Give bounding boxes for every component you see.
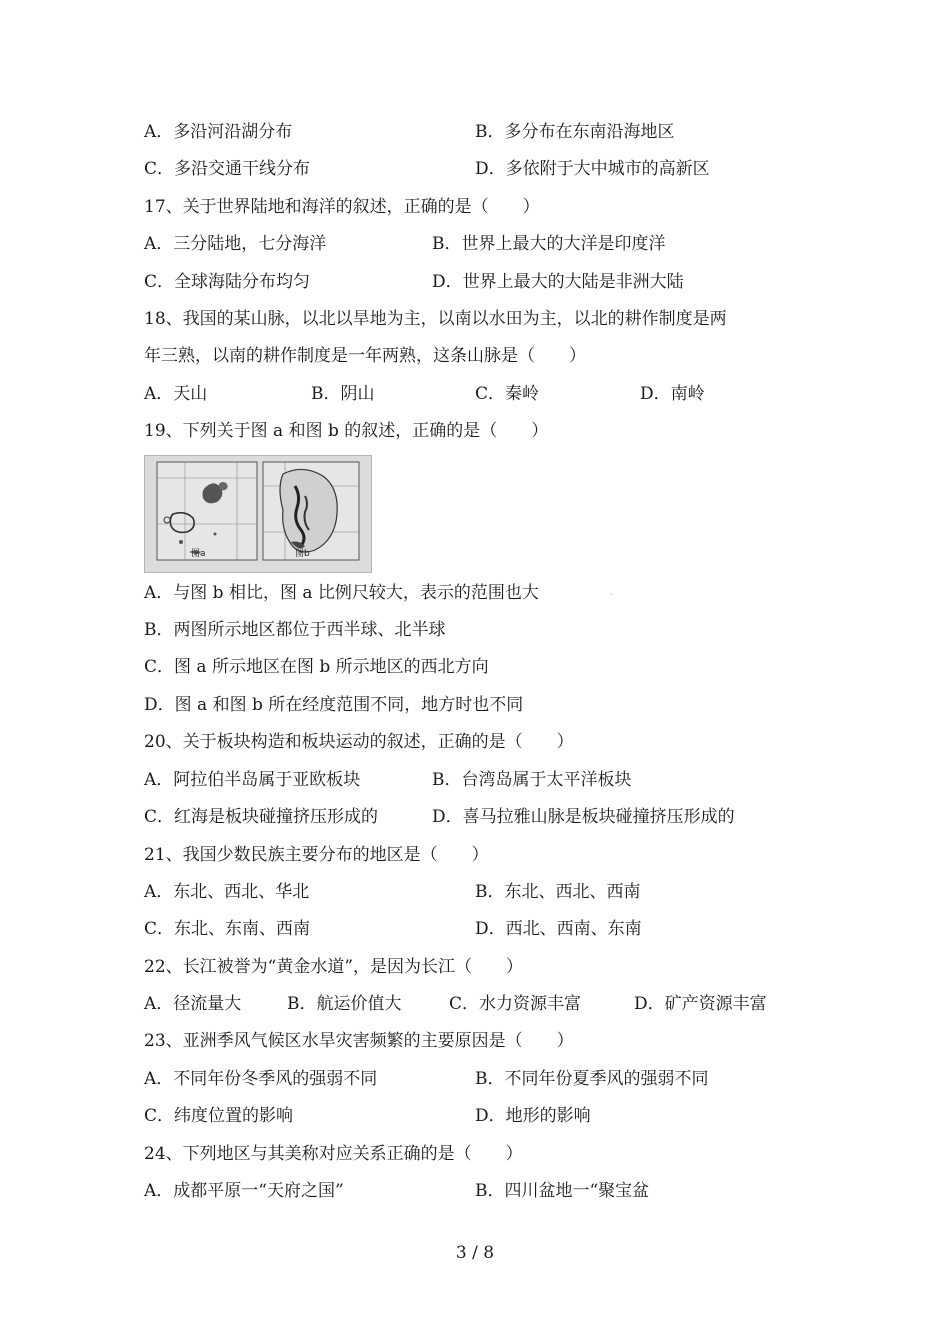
q17-stem: 17、关于世界陆地和海洋的叙述，正确的是（ ）	[144, 197, 540, 217]
q22-option-b: B．航运价值大	[287, 994, 402, 1014]
q18-option-c: C．秦岭	[475, 384, 540, 404]
q18-option-a: A．天山	[144, 384, 208, 404]
q21-option-c: C．东北、东南、西南	[144, 919, 311, 939]
q17-option-c: C．全球海陆分布均匀	[144, 272, 311, 292]
q19-option-c: C．图 a 所示地区在图 b 所示地区的西北方向	[144, 657, 489, 677]
q19-fig-b-label: 图b	[295, 549, 310, 559]
q18-stem-line1: 18、我国的某山脉，以北以旱地为主，以南以水田为主，以北的耕作制度是两	[144, 309, 727, 329]
q20-option-c: C．红海是板块碰撞挤压形成的	[144, 807, 379, 827]
q16-option-d: D．多依附于大中城市的高新区	[475, 159, 710, 179]
q17-option-a: A．三分陆地，七分海洋	[144, 234, 327, 254]
page-number: 3 / 8	[455, 1243, 495, 1263]
q20-option-b: B．台湾岛属于太平洋板块	[432, 770, 632, 790]
q18-stem-line2: 年三熟，以南的耕作制度是一年两熟，这条山脉是（ ）	[144, 346, 586, 366]
q20-option-a: A．阿拉伯半岛属于亚欧板块	[144, 770, 361, 790]
q20-stem: 20、关于板块构造和板块运动的叙述，正确的是（ ）	[144, 732, 574, 752]
q19-stem: 19、下列关于图 a 和图 b 的叙述，正确的是（ ）	[144, 421, 549, 441]
stray-mark: ·	[610, 590, 613, 600]
q19-fig-a-label: 图a	[191, 549, 206, 559]
q19-map-image	[145, 456, 371, 572]
q21-option-a: A．东北、西北、华北	[144, 882, 310, 902]
q22-option-d: D．矿产资源丰富	[634, 994, 767, 1014]
q22-option-a: A．径流量大	[144, 994, 242, 1014]
q16-option-c: C．多沿交通干线分布	[144, 159, 311, 179]
q16-option-a: A．多沿河沿湖分布	[144, 122, 293, 142]
q23-option-d: D．地形的影响	[475, 1106, 591, 1126]
q22-stem: 22、长江被誉为“黄金水道”，是因为长江（ ）	[144, 957, 524, 977]
q19-map-figure	[144, 455, 372, 573]
q16-option-b: B．多分布在东南沿海地区	[475, 122, 675, 142]
q23-stem: 23、亚洲季风气候区水旱灾害频繁的主要原因是（ ）	[144, 1031, 574, 1051]
q24-stem: 24、下列地区与其美称对应关系正确的是（ ）	[144, 1144, 523, 1164]
q24-option-a: A．成都平原一“天府之国”	[144, 1181, 344, 1201]
q21-stem: 21、我国少数民族主要分布的地区是（ ）	[144, 845, 489, 865]
q24-option-b: B．四川盆地一“聚宝盆	[475, 1181, 650, 1201]
q22-option-c: C．水力资源丰富	[449, 994, 582, 1014]
q21-option-d: D．西北、西南、东南	[475, 919, 642, 939]
q19-option-a: A．与图 b 相比，图 a 比例尺较大，表示的范围也大	[144, 583, 539, 603]
q23-option-c: C．纬度位置的影响	[144, 1106, 294, 1126]
q17-option-b: B．世界上最大的大洋是印度洋	[432, 234, 666, 254]
q18-option-b: B．阴山	[311, 384, 375, 404]
q21-option-b: B．东北、西北、西南	[475, 882, 641, 902]
q19-option-d: D．图 a 和图 b 所在经度范围不同，地方时也不同	[144, 695, 524, 715]
q23-option-a: A．不同年份冬季风的强弱不同	[144, 1069, 378, 1089]
q19-option-b: B．两图所示地区都位于西半球、北半球	[144, 620, 446, 640]
q17-option-d: D．世界上最大的大陆是非洲大陆	[432, 272, 684, 292]
q23-option-b: B．不同年份夏季风的强弱不同	[475, 1069, 709, 1089]
q18-option-d: D．南岭	[640, 384, 705, 404]
q20-option-d: D．喜马拉雅山脉是板块碰撞挤压形成的	[432, 807, 735, 827]
